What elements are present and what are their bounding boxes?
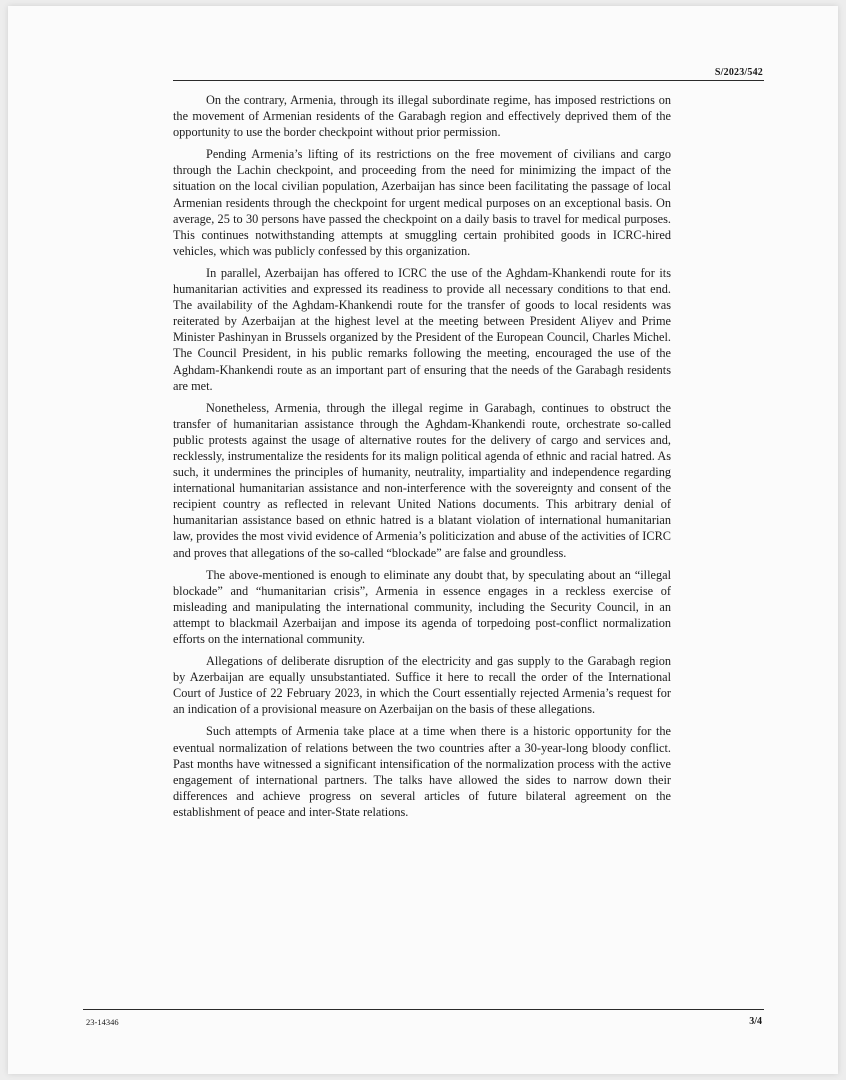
paragraph: The above-mentioned is enough to eliminate any doubt that, by speculating about an “illegal blockade” and “humanitarian crisis”, Armenia in essence engages in a reckless exercise of misleading and manipulating the international community, including the Security Council, in an attempt to blackmail Azerbaijan and impose its agenda of torpedoing post-conflict normalization efforts on the international community.: [173, 567, 671, 646]
page-number: 3/4: [749, 1016, 762, 1027]
paragraph: Pending Armenia’s lifting of its restrictions on the free movement of civilians and cargo through the Lachin checkpoint, and proceeding from the need for minimizing the impact of the situation on the local civilian population, Azerbaijan has since been facilitating the passage of local Armenian residents through the checkpoint for urgent medical purposes on an exceptional basis. On average, 25 to 30 persons have passed the checkpoint on a daily basis to travel for medical purposes. This continues notwithstanding attempts at smuggling certain prohibited goods in ICRC-hired vehicles, which was publicly confessed by this organization.: [173, 147, 671, 258]
document-body: [173, 92, 671, 826]
paragraph: Nonetheless, Armenia, through the illegal regime in Garabagh, continues to obstruct the transfer of humanitarian assistance through the Aghdam-Khankendi route, orchestrate so-called public protests against the usage of alternative routes for the delivery of cargo and services and, recklessly, instrumentalize the residents for its malign political agenda of ethnic and racial hatred. As such, it undermines the principles of humanity, neutrality, impartiality and independence regarding international humanitarian assistance and non-interference with the sovereignty and consent of the recipient country as reflected in relevant United Nations documents. This arbitrary denial of humanitarian assistance based on ethnic hatred is a blatant violation of international humanitarian law, provides the most vivid evidence of Armenia’s politicization and abuse of the activities of ICRC and proves that allegations of the so-called “blockade” are false and groundless.: [173, 400, 671, 560]
paragraph: In parallel, Azerbaijan has offered to ICRC the use of the Aghdam-Khankendi route for its humanitarian activities and expressed its readiness to provide all necessary conditions to that end. The availability of the Aghdam-Khankendi route for the transfer of goods to local residents was reiterated by Azerbaijan at the highest level at the meeting between President Aliyev and Prime Minister Pashinyan in Brussels organized by the President of the European Council, Charles Michel. The Council President, in his public remarks following the meeting, encouraged the use of the Aghdam-Khankendi route as an important part of ensuring that the needs of the Garabagh residents are met.: [173, 265, 671, 393]
paragraph: Allegations of deliberate disruption of the electricity and gas supply to the Garabagh region by Azerbaijan are equally unsubstantiated. Suffice it here to recall the order of the International Court of Justice of 22 February 2023, in which the Court essentially rejected Armenia’s request for an indication of a provisional measure on Azerbaijan on the basis of these allegations.: [173, 654, 671, 717]
document-page: [8, 6, 838, 1074]
header-rule: [173, 80, 764, 81]
footer-rule: [83, 1009, 764, 1010]
paragraph: Such attempts of Armenia take place at a time when there is a historic opportunity for the eventual normalization of relations between the two countries after a 30-year-long bloody conflict. Past months have witnessed a significant intensification of the normalization process with the active engagement of international partners. The talks have allowed the sides to narrow down their differences and achieve progress on several articles of future bilateral agreement on the establishment of peace and inter-State relations.: [173, 724, 671, 819]
job-number: 23-14346: [86, 1017, 119, 1027]
paragraph: On the contrary, Armenia, through its illegal subordinate regime, has imposed restrictions on the movement of Armenian residents of the Garabagh region and effectively deprived them of the opportunity to use the border checkpoint without prior permission.: [173, 93, 671, 140]
document-symbol: S/2023/542: [714, 67, 763, 78]
